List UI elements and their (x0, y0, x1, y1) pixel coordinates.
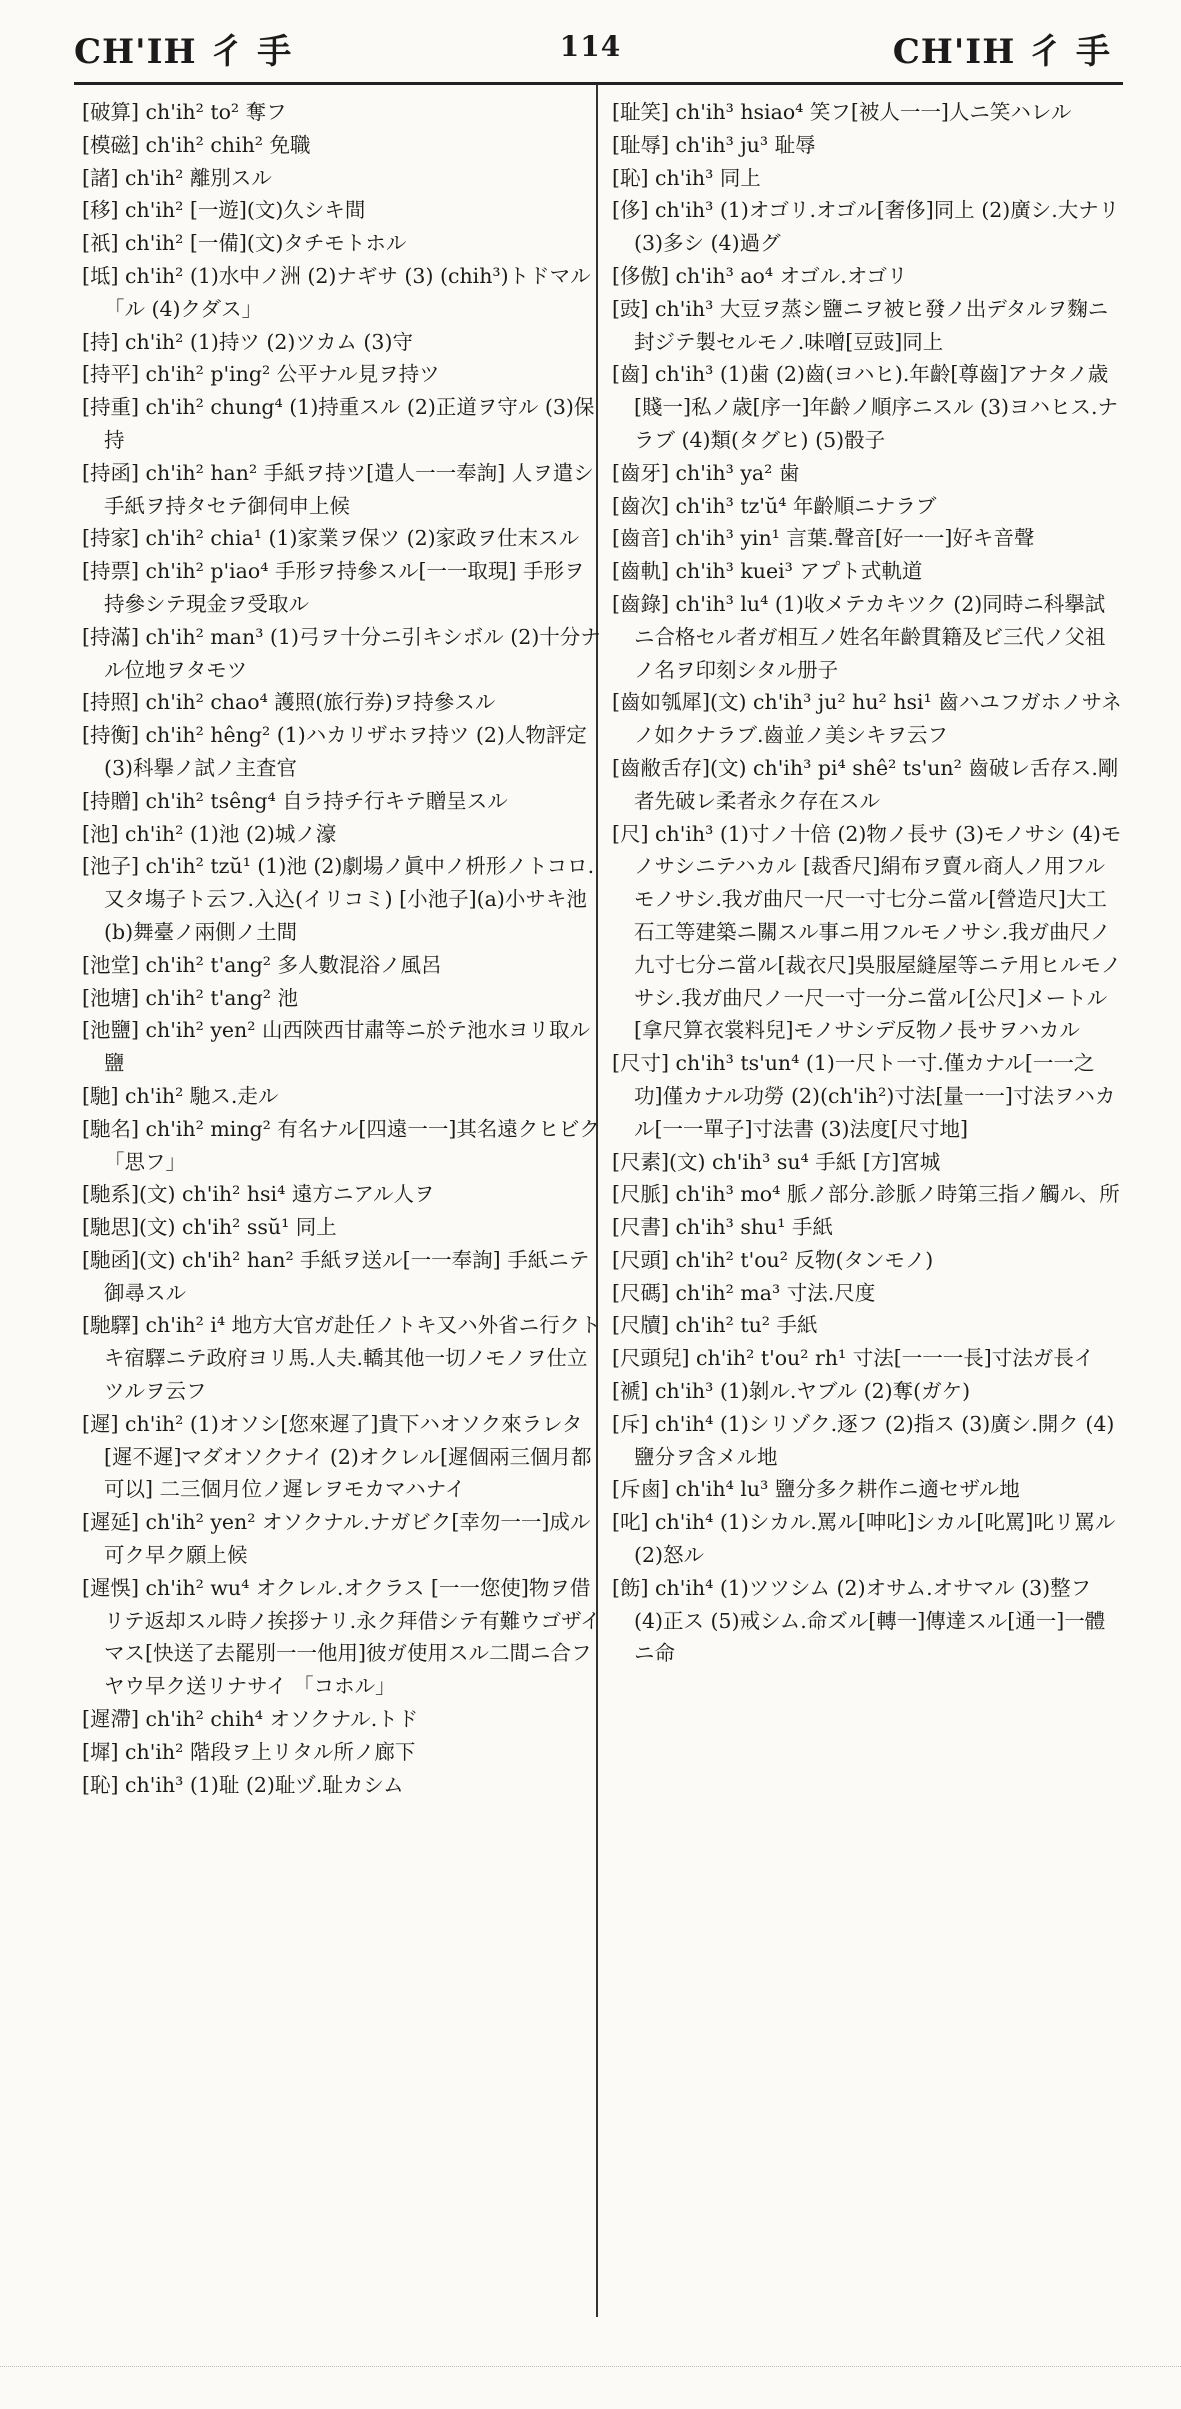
dictionary-entry: [恥] ch'ih³ 同上 (612, 165, 761, 190)
dictionary-entry: [模磁] ch'ih² chih² 免職 (82, 132, 311, 157)
running-head-left: CH'IH 彳 手 (74, 32, 293, 72)
dictionary-entry: [耻笑] ch'ih³ hsiao⁴ 笑フ[被人一一]人ニ笑ハレル (612, 100, 1072, 124)
dictionary-entry: [齒牙] ch'ih³ ya² 歯 (612, 460, 800, 485)
dictionary-entry: [尺書] ch'ih³ shu¹ 手紙 (612, 1215, 833, 1240)
dictionary-entry: [遲] ch'ih² (1)オソシ[您來遲了]貴下ハオソク來ラレタ[遲不遲]マダオソクナイ (2)オクレル[遲個兩三個月都可以] 二三個月位ノ遲レヲモカマハナイ (82, 1411, 592, 1502)
dictionary-entry: [持贈] ch'ih² tsêng⁴ 自ラ持チ行キテ贈呈スル (82, 788, 508, 813)
dictionary-entry: [池塘] ch'ih² t'ang² 池 (82, 985, 298, 1010)
dictionary-entry: [豉] ch'ih³ 大豆ヲ蒸シ鹽ニヲ被ヒ發ノ出デタルヲ麴ニ封ジテ製セルモノ.味噌[豆豉]同上 (612, 296, 1109, 354)
dictionary-entry: [侈] ch'ih³ (1)オゴリ.オゴル[奢侈]同上 (2)廣シ.大ナリ (3)多シ (4)過グ (612, 198, 1120, 256)
running-head-right: CH'IH 彳 手 (892, 32, 1111, 72)
dictionary-entry: [墀] ch'ih² 階段ヲ上リタル所ノ廊下 (82, 1739, 416, 1764)
dictionary-entry: [遲悞] ch'ih² wu⁴ オクレル.オクラス [一一您使]物ヲ借リテ返却スル時ノ挨拶ナリ.永ク拜借シテ有難ウゴザイマス[快送了去罷別一一他用]彼ガ使用スル二間ニ合フヤウ早ク送リナサイ 「コホル」 (82, 1575, 601, 1699)
dictionary-entry: [馳驛] ch'ih² i⁴ 地方大官ガ赴任ノトキ又ハ外省ニ行クトキ宿驛ニテ政府ヨリ馬.人夫.轎其他一切ノモノヲ仕立ツルヲ云フ (82, 1313, 601, 1404)
page-number: 114 (559, 30, 622, 63)
dictionary-entry: [尺寸] ch'ih³ ts'un⁴ (1)一尺ト一寸.僅カナル[一一之功]僅カナル功勞 (2)(ch'ih²)寸法[量一一]寸法ヲハカル[一一單子]寸法書 (3)法度[尺寸地] (612, 1051, 1116, 1141)
dictionary-entry: [馳函](文) ch'ih² han² 手紙ヲ送ル[一一奉詢] 手紙ニテ御尋スル (82, 1247, 590, 1305)
dictionary-entry: [斥鹵] ch'ih⁴ lu³ 鹽分多ク耕作ニ適セザル地 (612, 1477, 1020, 1502)
header-rule (74, 82, 1123, 85)
dictionary-entry: [池堂] ch'ih² t'ang² 多人數混浴ノ風呂 (82, 952, 442, 977)
dictionary-entry: [馳名] ch'ih² ming² 有名ナル[四遠一一]其名遠クヒビク 「思フ」 (82, 1116, 600, 1174)
dictionary-entry: [尺] ch'ih³ (1)寸ノ十倍 (2)物ノ長サ (3)モノサシ (4)モノサシニテハカル [裁香尺]絹布ヲ賣ル商人ノ用フルモノサシ.我ガ曲尺一尺一寸七分ニ當ル[營造尺]大工石工等建築ニ關スル事ニ用フルモノサシ.我ガ曲尺ノ九寸七分ニ當ル[裁衣尺]吳服屋縫屋等ニテ用ヒルモノサシ.我ガ曲尺ノ一尺一寸一分ニ當ル[公尺]メートル[拿尺算衣裳料兒]モノサシデ反物ノ長サヲハカル (612, 821, 1122, 1043)
dictionary-entry: [耻辱] ch'ih³ ju³ 耻辱 (612, 132, 816, 157)
dictionary-entry: [恥] ch'ih³ (1)耻 (2)耻ヅ.耻カシム (82, 1772, 404, 1797)
dictionary-entry: [馳系](文) ch'ih² hsi⁴ 遠方ニアル人ヲ (82, 1182, 435, 1207)
dictionary-entry: [齒音] ch'ih³ yin¹ 言葉.聲音[好一一]好キ音聲 (612, 526, 1035, 551)
dictionary-entry: [持票] ch'ih² p'iao⁴ 手形ヲ持參スル[一一取現] 手形ヲ持參シテ現金ヲ受取ル (82, 559, 585, 616)
dictionary-entry: [池] ch'ih² (1)池 (2)城ノ濠 (82, 821, 337, 846)
dictionary-entry: [遲延] ch'ih² yen² オソクナル.ナガビク[幸勿一一]成ル可ク早ク願上候 (82, 1510, 591, 1568)
left-column (82, 96, 602, 1801)
dictionary-entry: [馳思](文) ch'ih² ssŭ¹ 同上 (82, 1215, 337, 1240)
dictionary-entry: [池鹽] ch'ih² yen² 山西陝西甘肅等ニ於テ池水ヨリ取ル鹽 (82, 1018, 590, 1076)
right-column (612, 96, 1122, 1670)
dictionary-entry: [持平] ch'ih² p'ing² 公平ナル見ヲ持ツ (82, 362, 440, 387)
dictionary-entry: [齒如瓠犀](文) ch'ih³ ju² hu² hsi¹ 齒ハユフガホノサネノ如クナラブ.齒並ノ美シキヲ云フ (612, 690, 1122, 748)
dictionary-entry: [持照] ch'ih² chao⁴ 護照(旅行券)ヲ持參スル (82, 690, 496, 715)
dictionary-entry: [遲滯] ch'ih² chih⁴ オソクナル.トド (82, 1707, 419, 1732)
dictionary-entry: [齒軌] ch'ih³ kuei³ アプト式軌道 (612, 559, 923, 584)
dictionary-entry: [持函] ch'ih² han² 手紙ヲ持ツ[遣人一一奉詢] 人ヲ遣シ手紙ヲ持タセテ御伺申上候 (82, 460, 594, 518)
dictionary-entry: [齒次] ch'ih³ tz'ŭ⁴ 年齡順ニナラブ (612, 493, 937, 518)
dictionary-entry: [持重] ch'ih² chung⁴ (1)持重スル (2)正道ヲ守ル (3)保持 (82, 395, 595, 452)
dictionary-entry: [諸] ch'ih² 離別スル (82, 165, 272, 190)
dictionary-entry: [齒敝舌存](文) ch'ih³ pi⁴ shê² ts'un² 齒破レ舌存ス.剛者先破レ柔者永ク存在スル (612, 755, 1119, 813)
bottom-scan-noise (0, 2366, 1181, 2369)
dictionary-entry: [尺素](文) ch'ih³ su⁴ 手紙 [方]宮城 (612, 1149, 941, 1174)
dictionary-entry: [尺頭兒] ch'ih² t'ou² rh¹ 寸法[一一一長]寸法ガ長イ (612, 1346, 1095, 1371)
dictionary-entry: [叱] ch'ih⁴ (1)シカル.罵ル[呻叱]シカル[叱罵]叱リ罵ル (2)怒ル (612, 1510, 1116, 1568)
dictionary-entry: [尺碼] ch'ih² ma³ 寸法.尺度 (612, 1280, 876, 1305)
dictionary-entry: [移] ch'ih² [一遊](文)久シキ間 (82, 198, 366, 223)
dictionary-entry: [齒錄] ch'ih³ lu⁴ (1)收メテカキツク (2)同時ニ科擧試ニ合格セル者ガ相互ノ姓名年齡貫籍及ビ三代ノ父祖ノ名ヲ印刻シタル册子 (612, 591, 1106, 682)
dictionary-entry: [坻] ch'ih² (1)水中ノ洲 (2)ナギサ (3) (chih³)トドマル 「ル (4)クダス」 (82, 263, 591, 321)
dictionary-entry: [持家] ch'ih² chia¹ (1)家業ヲ保ツ (2)家政ヲ仕末スル (82, 526, 580, 551)
dictionary-entry: [褫] ch'ih³ (1)剝ル.ヤブル (2)奪(ガケ) (612, 1379, 971, 1404)
dictionary-entry: [斥] ch'ih⁴ (1)シリゾク.逐フ (2)指ス (3)廣シ.開ク (4)鹽分ヲ含メル地 (612, 1411, 1115, 1469)
dictionary-entry: [齒] ch'ih³ (1)歯 (2)齒(ヨハヒ).年齡[尊齒]アナタノ歳[賤一]私ノ歳[序一]年齡ノ順序ニスル (3)ヨハヒス.ナラブ (4)類(タグヒ) (5)骰子 (612, 362, 1119, 452)
dictionary-entry: [尺牘] ch'ih² tu² 手紙 (612, 1313, 818, 1338)
dictionary-entry: [飭] ch'ih⁴ (1)ツツシム (2)オサム.オサマル (3)整フ (4)正ス (5)戒シム.命ズル[轉一]傳達スル[通一]一體ニ命 (612, 1575, 1106, 1666)
dictionary-entry: [祇] ch'ih² [一備](文)タチモトホル (82, 231, 407, 256)
dictionary-entry: [池子] ch'ih² tzŭ¹ (1)池 (2)劇場ノ眞中ノ枡形ノトコロ.又タ塲子ト云フ.入込(イリコミ) [小池子](a)小サキ池 (b)舞臺ノ兩側ノ土間 (82, 854, 595, 944)
dictionary-entry: [尺脈] ch'ih³ mo⁴ 脈ノ部分.診脈ノ時第三指ノ觸ル、所 (612, 1182, 1120, 1207)
dictionary-entry: [持] ch'ih² (1)持ツ (2)ツカム (3)守 (82, 329, 413, 354)
dictionary-entry: [持滿] ch'ih² man³ (1)弓ヲ十分ニ引キシボル (2)十分ナル位地ヲタモツ (82, 624, 601, 682)
dictionary-entry: [尺頭] ch'ih² t'ou² 反物(タンモノ) (612, 1247, 934, 1272)
dictionary-entry: [持衡] ch'ih² hêng² (1)ハカリザホヲ持ツ (2)人物評定 (3)科擧ノ試ノ主査官 (82, 723, 587, 780)
dictionary-entry: [馳] ch'ih² 馳ス.走ル (82, 1083, 279, 1108)
dictionary-entry: [破算] ch'ih² to² 奪フ (82, 100, 287, 124)
dictionary-entry: [侈傲] ch'ih³ ao⁴ オゴル.オゴリ (612, 263, 908, 288)
